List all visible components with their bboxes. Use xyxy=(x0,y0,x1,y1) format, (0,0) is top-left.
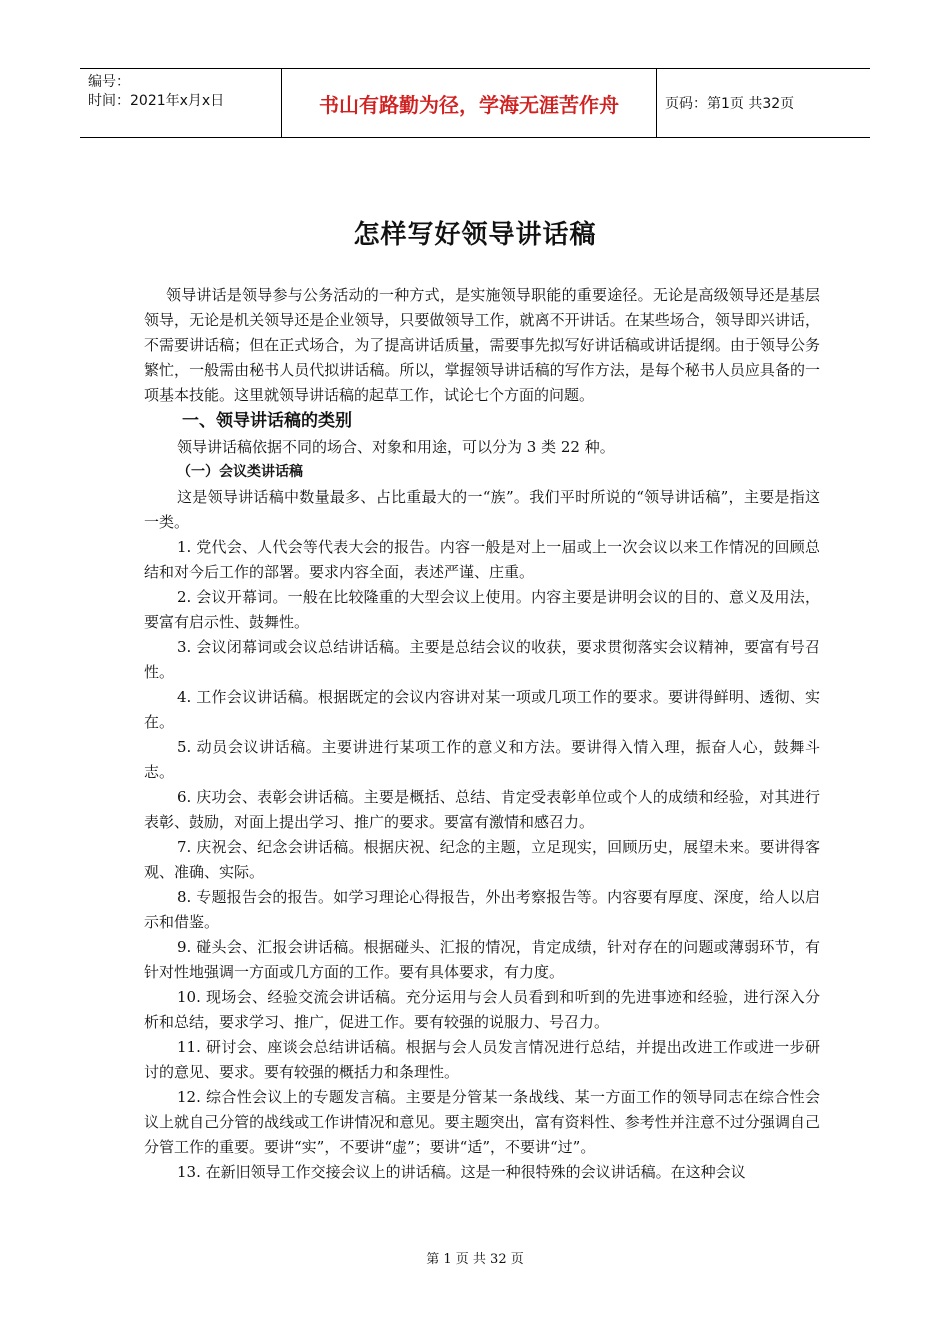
list-item-7: 7. 庆祝会、纪念会讲话稿。根据庆祝、纪念的主题，立足现实，回顾历史，展望未来。要讲得客观、准确、实际。 xyxy=(144,838,820,881)
list-item-6: 6. 庆功会、表彰会讲话稿。主要是概括、总结、肯定受表彰单位或个人的成绩和经验，对其进行表彰、鼓励，对面上提出学习、推广的要求。要富有激情和感召力。 xyxy=(144,788,820,831)
section-1-text: 领导讲话稿依据不同的场合、对象和用途，可以分为 3 类 22 种。 xyxy=(177,438,615,456)
section-heading-1: 一、领导讲话稿的类别 xyxy=(182,411,352,431)
subsection-heading-1: （一）会议类讲话稿 xyxy=(177,464,303,480)
list-item-8: 8. 专题报告会的报告。如学习理论心得报告，外出考察报告等。内容要有厚度、深度，给人以启示和借鉴。 xyxy=(144,888,820,931)
list-item-9: 9. 碰头会、汇报会讲话稿。根据碰头、汇报的情况，肯定成绩，针对存在的问题或薄弱环节，有针对性地强调一方面或几方面的工作。要有具体要求，有力度。 xyxy=(144,938,820,981)
page-header xyxy=(80,68,870,138)
list-item-2: 2. 会议开幕词。一般在比较隆重的大型会议上使用。内容主要是讲明会议的目的、意义及用法，要富有启示性、鼓舞性。 xyxy=(144,588,820,631)
list-item-4: 4. 工作会议讲话稿。根据既定的会议内容讲对某一项或几项工作的要求。要讲得鲜明、透彻、实在。 xyxy=(144,688,820,731)
subsection-1-text: 这是领导讲话稿中数量最多、占比重最大的一“族”。我们平时所说的“领导讲话稿”，主要是指这一类。 xyxy=(144,488,820,531)
time-label: 时间：2021年x月x日 xyxy=(88,93,225,109)
page-footer: 第 1 页 共 32 页 xyxy=(426,1252,524,1267)
list-item-11: 11. 研讨会、座谈会总结讲话稿。根据与会人员发言情况进行总结，并提出改进工作或进一步研讨的意见、要求。要有较强的概括力和条理性。 xyxy=(144,1038,820,1081)
list-item-1: 1. 党代会、人代会等代表大会的报告。内容一般是对上一届或上一次会议以来工作情况的回顾总结和对今后工作的部署。要求内容全面，表述严谨、庄重。 xyxy=(144,538,820,581)
header-meta xyxy=(80,69,282,137)
list-item-3: 3. 会议闭幕词或会议总结讲话稿。主要是总结会议的收获，要求贯彻落实会议精神，要富有号召性。 xyxy=(144,638,820,681)
list-item-13: 13. 在新旧领导工作交接会议上的讲话稿。这是一种很特殊的会议讲话稿。在这种会议 xyxy=(177,1163,746,1181)
header-page-info: 页码：第1页 共32页 xyxy=(665,96,795,112)
list-item-10: 10. 现场会、经验交流会讲话稿。充分运用与会人员看到和听到的先进事迹和经验，进行深入分析和总结，要求学习、推广，促进工作。要有较强的说服力、号召力。 xyxy=(144,988,820,1031)
list-item-5: 5. 动员会议讲话稿。主要讲进行某项工作的意义和方法。要讲得入情入理，振奋人心，鼓舞斗志。 xyxy=(144,738,820,781)
document-body xyxy=(144,283,820,1185)
document-title: 怎样写好领导讲话稿 xyxy=(353,220,597,250)
header-motto: 书山有路勤为径，学海无涯苦作舟 xyxy=(282,69,657,137)
intro-paragraph: 领导讲话是领导参与公务活动的一种方式，是实施领导职能的重要途径。无论是高级领导还是基层领导，无论是机关领导还是企业领导，只要做领导工作，就离不开讲话。在某些场合，领导即兴讲话，不需要讲话稿；但在正式场合，为了提高讲话质量，需要事先拟写好讲话稿或讲话提纲。由于领导公务繁忙，一般需由秘书人员代拟讲话稿。所以，掌握领导讲话稿的写作方法，是每个秘书人员应具备的一项基本技能。这里就领导讲话稿的起草工作，试论七个方面的问题。 xyxy=(144,286,820,404)
list-item-12: 12. 综合性会议上的专题发言稿。主要是分管某一条战线、某一方面工作的领导同志在综合性会议上就自己分管的战线或工作讲情况和意见。要主题突出，富有资料性、参考性并注意不过分强调自己分管工作的重要。要讲“实”，不要讲“虚”；要讲“适”，不要讲“过”。 xyxy=(144,1088,820,1156)
number-label: 编号： xyxy=(88,74,130,90)
